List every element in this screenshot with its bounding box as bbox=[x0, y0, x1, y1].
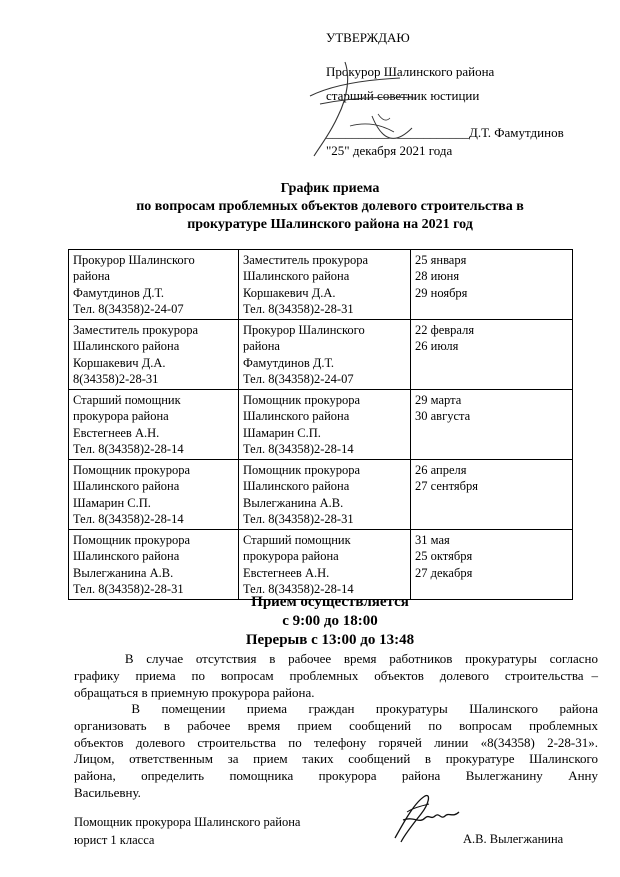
approve-heading: УТВЕРЖДАЮ bbox=[326, 30, 410, 45]
approver-position-2: старший советник юстиции bbox=[326, 88, 480, 103]
approver-position-1: Прокурор Шалинского района bbox=[326, 64, 495, 79]
cell-line: Тел. 8(34358)2-28-31 bbox=[243, 301, 354, 316]
paragraph-line: графику приема по вопросам проблемных объектов долевого строительства – bbox=[74, 667, 598, 683]
title-line-1: График приема bbox=[280, 181, 380, 196]
cell-line: 28 июня bbox=[415, 269, 460, 284]
primary-official-cell bbox=[69, 320, 239, 390]
paragraph-line: Васильевну. bbox=[74, 784, 141, 800]
table-row bbox=[69, 530, 573, 600]
table-row bbox=[69, 320, 573, 390]
paragraph-absence bbox=[74, 651, 598, 701]
cell-line: Тел. 8(34358)2-28-14 bbox=[243, 441, 354, 456]
paragraph-line: В помещении приема граждан прокуратуры Шалинского района bbox=[74, 701, 598, 716]
cell-line: прокурора района bbox=[73, 409, 169, 424]
reception-dates-cell bbox=[411, 390, 573, 460]
paragraph-line: обращаться в приемную прокурора района. bbox=[74, 684, 315, 700]
cell-line: Шамарин С.П. bbox=[73, 495, 151, 510]
cell-line: Тел. 8(34358)2-28-31 bbox=[73, 581, 184, 596]
cell-line: Тел. 8(34358)2-28-14 bbox=[73, 441, 184, 456]
cell-line: 27 декабря bbox=[415, 565, 473, 580]
title-line-3: прокуратуре Шалинского района на 2021 год bbox=[187, 217, 473, 232]
cell-line: Коршакевич Д.А. bbox=[73, 355, 166, 370]
cell-line: 25 января bbox=[415, 253, 467, 267]
cell-line: района bbox=[73, 269, 110, 284]
cell-line: Фамутдинов Д.Т. bbox=[243, 355, 335, 370]
cell-line: Тел. 8(34358)2-28-31 bbox=[243, 511, 354, 526]
cell-line: Тел. 8(34358)2-28-14 bbox=[73, 511, 184, 526]
cell-line: Шалинского района bbox=[243, 409, 350, 424]
table-row bbox=[69, 250, 573, 320]
cell-line: Заместитель прокурора bbox=[243, 253, 368, 267]
substitute-official-cell bbox=[239, 320, 411, 390]
schedule-table bbox=[68, 249, 573, 600]
cell-line: прокурора района bbox=[243, 549, 339, 564]
reception-dates-cell bbox=[411, 530, 573, 600]
primary-official-cell bbox=[69, 250, 239, 320]
cell-line: Фамутдинов Д.Т. bbox=[73, 285, 165, 300]
cell-line: Старший помощник bbox=[243, 533, 351, 547]
cell-line: Тел. 8(34358)2-24-07 bbox=[243, 371, 354, 386]
reception-dates-cell bbox=[411, 460, 573, 530]
cell-line: района bbox=[243, 339, 280, 354]
signer-rank: юрист 1 класса bbox=[74, 833, 155, 847]
cell-line: Вылегжанина А.В. bbox=[73, 565, 174, 580]
cell-line: Шалинского района bbox=[243, 269, 350, 284]
reception-dates-cell bbox=[411, 320, 573, 390]
reception-dates-cell bbox=[411, 250, 573, 320]
cell-line: Помощник прокурора bbox=[243, 463, 361, 477]
cell-line: Старший помощник bbox=[73, 393, 181, 407]
substitute-official-cell bbox=[239, 460, 411, 530]
paragraph-line: района, определить помощника прокурора района Вылегжанину Анну bbox=[74, 768, 598, 784]
cell-line: 31 мая bbox=[415, 533, 450, 547]
cell-line: Шалинского района bbox=[73, 479, 180, 494]
cell-line: 29 ноября bbox=[415, 285, 468, 300]
cell-line: 26 апреля bbox=[415, 463, 467, 477]
cell-line: Шалинского района bbox=[73, 339, 180, 354]
paragraph-line: Лицом, ответственным за прием таких сообщений в прокуратуре Шалинского bbox=[74, 751, 598, 767]
cell-line: Шамарин С.П. bbox=[243, 425, 321, 440]
cell-line: Тел. 8(34358)2-24-07 bbox=[73, 301, 184, 316]
approval-date: "25" декабря 2021 года bbox=[326, 143, 453, 158]
table-row bbox=[69, 460, 573, 530]
cell-line: Помощник прокурора bbox=[73, 533, 191, 547]
substitute-official-cell bbox=[239, 250, 411, 320]
cell-line: Помощник прокурора bbox=[243, 393, 361, 407]
cell-line: Евстегнеев А.Н. bbox=[243, 565, 330, 580]
substitute-official-cell bbox=[239, 390, 411, 460]
cell-line: Вылегжанина А.В. bbox=[243, 495, 344, 510]
cell-line: 22 февраля bbox=[415, 323, 475, 337]
approver-signature-line: ______________________Д.Т. Фамутдинов bbox=[326, 125, 564, 140]
substitute-official-cell bbox=[239, 530, 411, 600]
table-row bbox=[69, 390, 573, 460]
cell-line: 26 июля bbox=[415, 339, 459, 354]
cell-line: 25 октября bbox=[415, 549, 473, 564]
cell-line: 27 сентября bbox=[415, 479, 478, 494]
signer-position: Помощник прокурора Шалинского района bbox=[74, 815, 301, 829]
paragraph-line: объектов долевого строительства по телефону горячей линии «8(34358) 2-28-31». bbox=[74, 734, 598, 750]
cell-line: Прокурор Шалинского bbox=[243, 323, 365, 337]
cell-line: Шалинского района bbox=[243, 479, 350, 494]
paragraph-line: В случае отсутствия в рабочее время работников прокуратуры согласно bbox=[74, 651, 598, 666]
reception-line-3: Перерыв с 13:00 до 13:48 bbox=[245, 632, 415, 648]
primary-official-cell bbox=[69, 530, 239, 600]
paragraph-line: организовать в рабочее время прием сообщений по вопросам проблемных bbox=[74, 717, 598, 733]
reception-line-2: с 9:00 до 18:00 bbox=[282, 613, 378, 629]
primary-official-cell bbox=[69, 390, 239, 460]
cell-line: Тел. 8(34358)2-28-14 bbox=[243, 581, 354, 596]
cell-line: 29 марта bbox=[415, 393, 462, 407]
signer-name: А.В. Вылегжанина bbox=[463, 832, 564, 846]
cell-line: 8(34358)2-28-31 bbox=[73, 371, 159, 386]
paragraph-hotline bbox=[74, 701, 598, 802]
cell-line: Евстегнеев А.Н. bbox=[73, 425, 160, 440]
cell-line: Шалинского района bbox=[73, 549, 180, 564]
cell-line: Помощник прокурора bbox=[73, 463, 191, 477]
cell-line: Заместитель прокурора bbox=[73, 323, 198, 337]
cell-line: 30 августа bbox=[415, 409, 471, 424]
prosecutor-signature-icon bbox=[290, 56, 453, 166]
reception-line-1: Прием осуществляется bbox=[251, 594, 409, 610]
assistant-signature-icon bbox=[385, 790, 465, 850]
title-line-2: по вопросам проблемных объектов долевого строительства в bbox=[136, 199, 524, 214]
cell-line: Коршакевич Д.А. bbox=[243, 285, 336, 300]
cell-line: Прокурор Шалинского bbox=[73, 253, 195, 267]
primary-official-cell bbox=[69, 460, 239, 530]
